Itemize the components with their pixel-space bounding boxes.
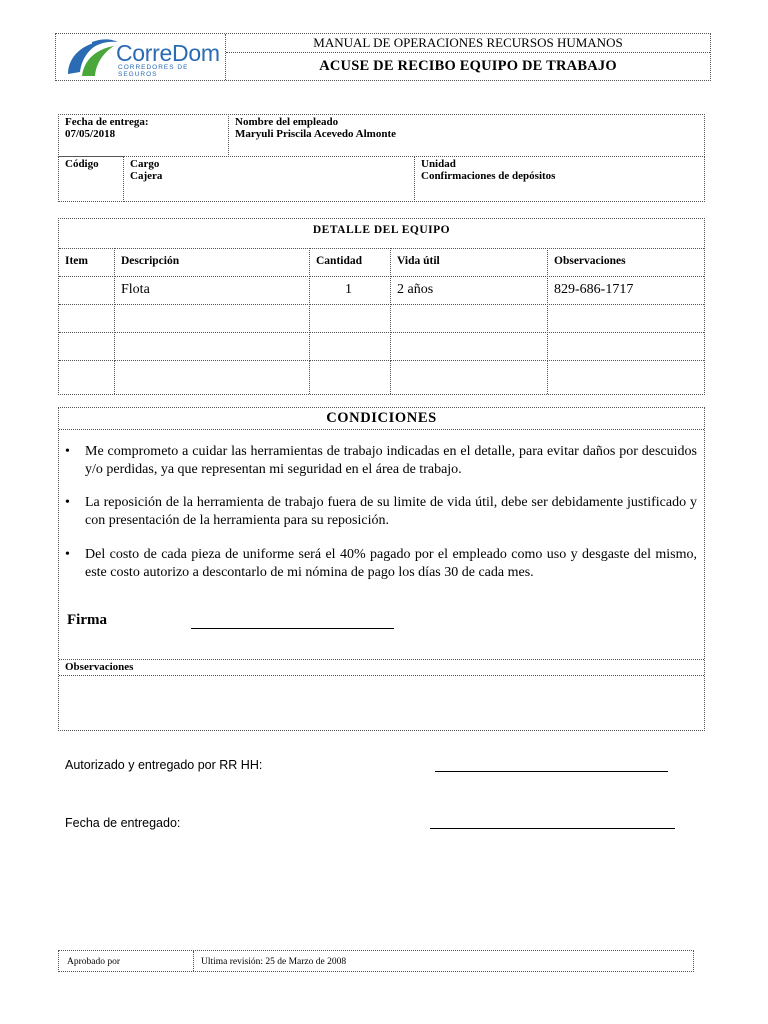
col-header-observations: Observaciones <box>547 248 704 277</box>
table-cell <box>309 304 391 333</box>
document-title: ACUSE DE RECIBO EQUIPO DE TRABAJO <box>319 58 617 74</box>
logo-mark-icon <box>62 36 122 82</box>
conditions-box <box>58 407 705 731</box>
col-header-description: Descripción <box>114 248 310 277</box>
bullet-icon: • <box>65 495 70 510</box>
table-cell <box>59 360 115 394</box>
table-cell <box>59 332 115 361</box>
role-cell <box>123 156 415 202</box>
delivery-date-cell <box>58 114 229 157</box>
role-label: Cargo <box>130 158 160 170</box>
unit-value: Confirmaciones de depósitos <box>421 170 556 182</box>
role-value: Cajera <box>130 170 163 182</box>
manual-title: MANUAL DE OPERACIONES RECURSOS HUMANOS <box>226 34 710 53</box>
delivery-date-label: Fecha de entrega: <box>65 116 149 128</box>
divider <box>59 429 704 430</box>
table-cell <box>547 304 704 333</box>
unit-cell <box>414 156 705 202</box>
table-cell <box>547 332 704 361</box>
authorized-label: Autorizado y entregado por RR HH: <box>65 758 263 772</box>
code-label: Código <box>65 158 99 170</box>
table-cell: 1 <box>309 276 391 305</box>
approved-label: Aprobado por <box>59 951 194 971</box>
table-cell <box>59 304 115 333</box>
footer-bar <box>58 950 694 972</box>
condition-item: • Del costo de cada pieza de uniforme será el 40% pagado por el empleado como uso y desgaste del mismo, este costo autorizo a descontarlo de mi nómina de pago los días 30 de cada mes. <box>65 547 697 580</box>
col-header-quantity: Cantidad <box>309 248 391 277</box>
table-cell <box>390 360 548 394</box>
table-cell: 2 años <box>390 276 548 305</box>
table-cell <box>390 304 548 333</box>
delivery-date-line[interactable] <box>430 828 675 829</box>
table-cell: Flota <box>114 276 310 305</box>
delivery-date-footer-label: Fecha de entregado: <box>65 816 181 830</box>
code-cell <box>58 156 124 202</box>
table-cell <box>59 276 115 305</box>
employee-name-label: Nombre del empleado <box>235 116 339 128</box>
equipment-title: DETALLE DEL EQUIPO <box>312 224 451 236</box>
employee-info-box <box>58 114 705 202</box>
table-cell <box>309 360 391 394</box>
table-cell <box>114 332 310 361</box>
table-cell <box>114 304 310 333</box>
document-header <box>55 33 711 81</box>
col-header-lifespan: Vida útil <box>390 248 548 277</box>
condition-item: • La reposición de la herramienta de trabajo fuera de su limite de vida útil, debe ser debidamente justificado y con presentación de la herramienta para su reposición. <box>65 495 697 528</box>
table-cell <box>390 332 548 361</box>
authorized-line[interactable] <box>435 771 668 772</box>
brand-name: CorreDom <box>116 40 220 66</box>
employee-name-cell <box>228 114 705 157</box>
observations-label: Observaciones <box>59 659 704 676</box>
equipment-table <box>58 218 705 395</box>
bullet-icon: • <box>65 547 70 562</box>
table-cell: 829-686-1717 <box>547 276 704 305</box>
condition-item: • Me comprometo a cuidar las herramientas de trabajo indicadas en el detalle, para evitar daños por descuidos y/o perdidas, ya que representan mi seguridad en el área de trabajo. <box>65 444 697 477</box>
signature-line[interactable] <box>191 628 394 629</box>
table-cell <box>114 360 310 394</box>
unit-label: Unidad <box>421 158 456 170</box>
bullet-icon: • <box>65 444 70 459</box>
conditions-title: CONDICIONES <box>326 410 437 426</box>
employee-name-value: Maryuli Priscila Acevedo Almonte <box>235 128 396 140</box>
revision-label: Ultima revisión: 25 de Marzo de 2008 <box>201 957 347 967</box>
signature-label: Firma <box>67 612 107 628</box>
table-cell <box>547 360 704 394</box>
brand-subtitle: CORREDORES DE SEGUROS <box>118 64 189 78</box>
col-header-item: Item <box>59 248 115 277</box>
delivery-date-value: 07/05/2018 <box>65 128 116 140</box>
logo <box>56 34 226 80</box>
observations-area[interactable] <box>59 676 704 730</box>
table-cell <box>309 332 391 361</box>
